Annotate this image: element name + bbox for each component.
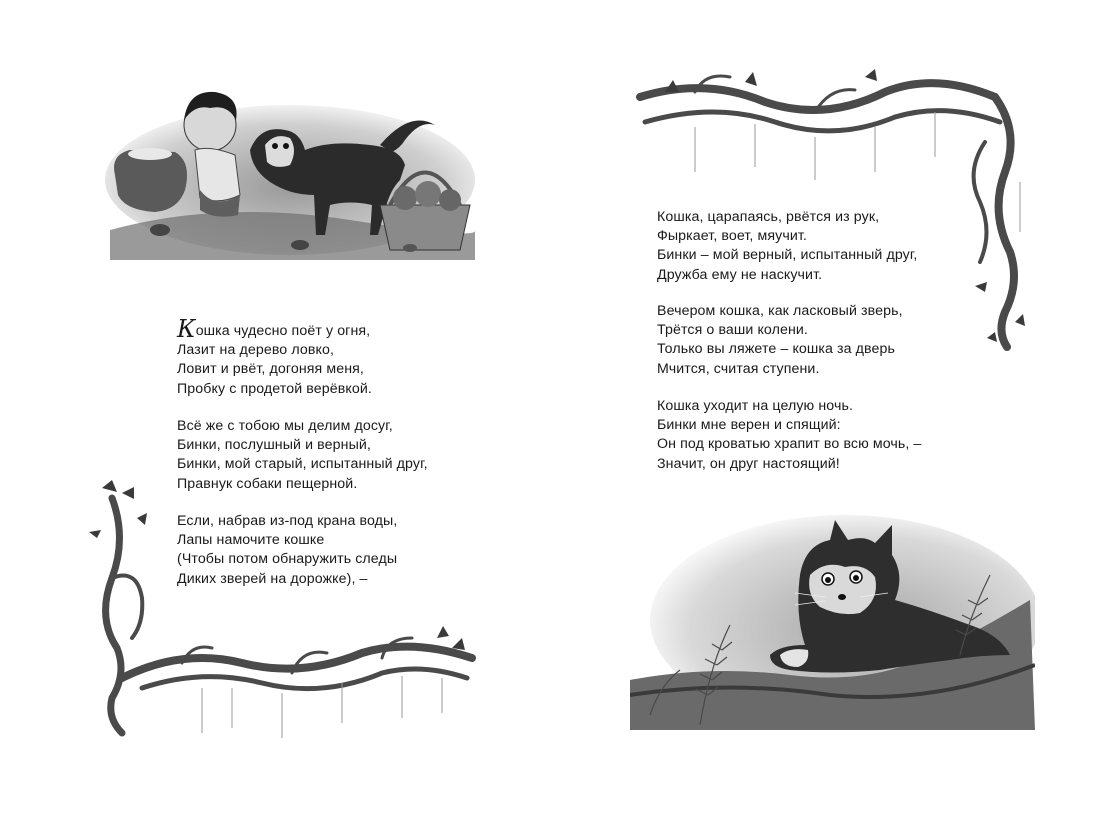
stanza-4 bbox=[657, 208, 917, 285]
poem-line: Он под кроватью храпит во всю мочь, – bbox=[657, 436, 922, 453]
poem-line: Значит, он друг настоящий! bbox=[657, 455, 840, 472]
poem-line: Диких зверей на дорожке), – bbox=[177, 570, 368, 587]
poem-line: Бинки, послушный и верный, bbox=[177, 437, 371, 454]
poem-line: Только вы ляжете – кошка за дверь bbox=[657, 341, 896, 358]
poem-line: Кошка уходит на целую ночь. bbox=[657, 398, 853, 414]
poem-line: Пробку с продетой верёвкой. bbox=[177, 380, 372, 397]
stanza-1 bbox=[177, 315, 372, 399]
poem-line: Если, набрав из-под крана воды, bbox=[177, 513, 398, 529]
poem-line: Бинки, мой старый, испытанный друг, bbox=[177, 456, 428, 473]
stanza-5 bbox=[657, 302, 903, 379]
drop-cap: К bbox=[177, 315, 196, 343]
poem-line: Лапы намочите кошке bbox=[177, 532, 325, 549]
cat-on-branch-illustration bbox=[630, 505, 1035, 730]
vine-border-bottom-left bbox=[82, 478, 477, 748]
stanza-6 bbox=[657, 397, 921, 474]
poem-line: (Чтобы потом обнаружить следы bbox=[177, 551, 398, 568]
poem-line: Фыркает, воет, мяучит. bbox=[657, 228, 807, 245]
poem-line: Всё же с тобою мы делим досуг, bbox=[177, 418, 393, 434]
poem-line: Правнук собаки пещерной. bbox=[177, 475, 358, 492]
right-page bbox=[550, 0, 1100, 825]
poem-line: Трётся о ваши колени. bbox=[657, 322, 808, 339]
poem-line: Лазит на дерево ловко, bbox=[177, 342, 335, 359]
poem-line: Кошка чудесно поёт у огня, bbox=[177, 315, 371, 343]
poem-line: Бинки – мой верный, испытанный друг, bbox=[657, 247, 918, 264]
poem-line: Ловит и рвёт, догоняя меня, bbox=[177, 361, 364, 378]
poem-line: Бинки мне верен и спящий: bbox=[657, 417, 841, 434]
poem-line: Вечером кошка, как ласковый зверь, bbox=[657, 303, 903, 319]
boy-dog-cat-illustration bbox=[100, 70, 480, 260]
poem-line: Мчится, считая ступени. bbox=[657, 360, 820, 377]
poem-line: Кошка, царапаясь, рвётся из рук, bbox=[657, 209, 880, 225]
poem-line: Дружба ему не наскучит. bbox=[657, 266, 823, 283]
